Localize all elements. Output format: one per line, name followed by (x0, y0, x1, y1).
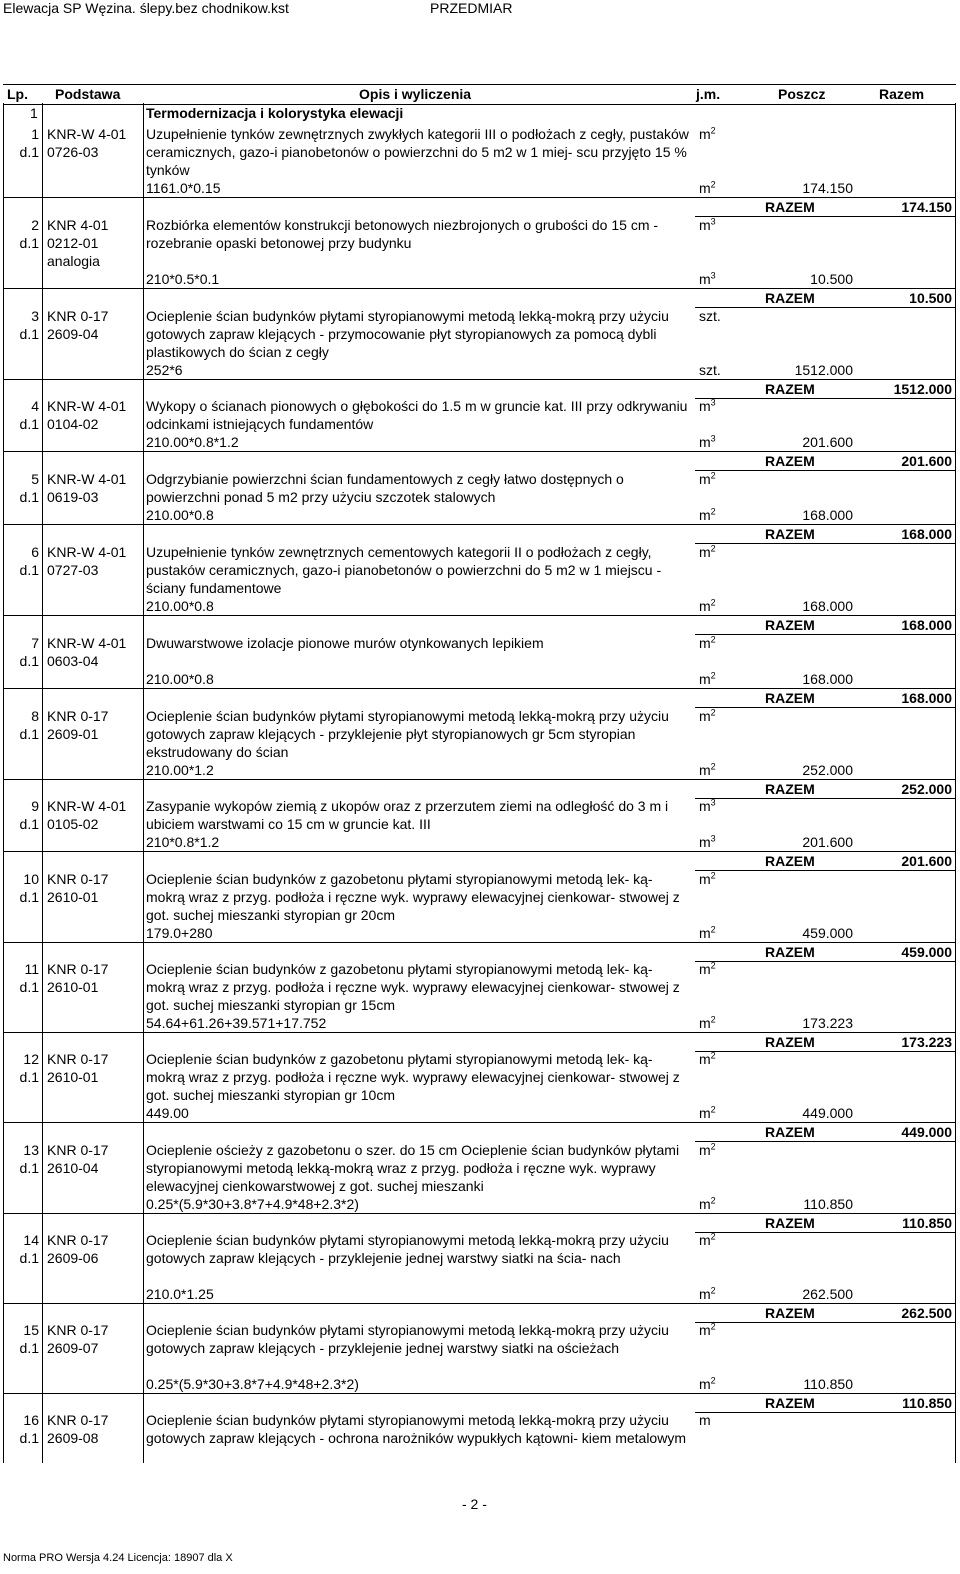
sum-label: RAZEM (765, 1124, 815, 1140)
calc-unit: $m^2$ (699, 670, 716, 687)
item-basis: KNR 0-17 2610-01 (47, 961, 109, 995)
item-description: Ocieplenie ścian budynków z gazobetonu płytami styropianowymi metodą lek- ką-mokrą wraz z przyg. podłoża i ręczne wyk. wyprawy elewacyjnej cienkowar- stwowej z got. suchej mieszanki styropian gr 10cm (146, 1051, 680, 1103)
item-poszcz: 173.223 (802, 1015, 853, 1031)
sum-value: 168.000 (901, 690, 952, 706)
sum-row (695, 1122, 956, 1142)
document-title: Elewacja SP Węzina. ślepy.bez chodnikow.kst (3, 0, 289, 16)
item-calculation: 179.0+280 (146, 925, 213, 941)
item-calculation: 54.64+61.26+39.571+17.752 (146, 1015, 327, 1031)
item-poszcz: 174.150 (802, 180, 853, 196)
item-description: Ocieplenie ścian budynków płytami styropianowymi metodą lekką-mokrą przy użyciu gotowych zapraw klejących - przyklejenie płyt styropianowych gr 5cm styropian ekstrudowany do ścian (146, 708, 669, 760)
sum-label: RAZEM (765, 1215, 815, 1231)
item-number: 10 d.1 (19, 871, 39, 905)
item-number: 13 d.1 (19, 1142, 39, 1176)
section-number: 1 (30, 105, 38, 121)
item-basis: KNR 0-17 2609-08 (47, 1412, 109, 1446)
item-poszcz: 168.000 (802, 507, 853, 523)
item-basis: KNR-W 4-01 0105-02 (47, 798, 127, 832)
item-unit: $m^2$ (699, 870, 716, 887)
sum-value: 168.000 (901, 617, 952, 633)
sum-value: 201.600 (901, 453, 952, 469)
sum-label: RAZEM (765, 381, 815, 397)
col-poszcz: Poszcz (778, 86, 826, 102)
item-calculation: 210*0.5*0.1 (146, 271, 220, 287)
item-number: 16 d.1 (19, 1412, 39, 1446)
item-number: 5 d.1 (19, 471, 39, 505)
calc-unit: $m^2$ (699, 1104, 716, 1121)
sum-label: RAZEM (765, 853, 815, 869)
sum-label: RAZEM (765, 944, 815, 960)
sum-row (695, 1213, 956, 1233)
col-jm: j.m. (696, 86, 721, 102)
sum-label: RAZEM (765, 1034, 815, 1050)
item-number: 3 d.1 (19, 308, 39, 342)
sum-label: RAZEM (765, 199, 815, 215)
calc-unit: $m^2$ (699, 597, 716, 614)
sum-row (695, 1032, 956, 1052)
sum-row (695, 288, 956, 308)
item-poszcz: 201.600 (802, 434, 853, 450)
item-description: Ocieplenie ścian budynków z gazobetonu płytami styropianowymi metodą lek- ką-mokrą wraz z przyg. podłoża i ręczne wyk. wyprawy elewacyjnej cienkowar- stwowej z got. suchej mieszanki styropian gr 15cm (146, 961, 680, 1013)
calc-unit: $m^2$ (699, 1014, 716, 1031)
sum-row (695, 851, 956, 871)
item-basis: KNR-W 4-01 0619-03 (47, 471, 127, 505)
item-number: 15 d.1 (19, 1322, 39, 1356)
calc-unit: $m^2$ (699, 506, 716, 523)
item-unit: $m^2$ (699, 543, 716, 560)
sum-label: RAZEM (765, 526, 815, 542)
sum-value: 110.850 (902, 1215, 952, 1231)
calc-unit: $m^3$ (699, 270, 716, 287)
item-number: 6 d.1 (19, 544, 39, 578)
item-poszcz: 449.000 (802, 1105, 853, 1121)
item-poszcz: 459.000 (802, 925, 853, 941)
item-unit: szt. (699, 308, 721, 324)
item-unit: $m^2$ (699, 960, 716, 977)
item-description: Ocieplenie ścian budynków płytami styropianowymi metodą lekką-mokrą przy użyciu gotowych zapraw klejących - przyklejenie jednej warstwy siatki na ścia- nach (146, 1232, 669, 1266)
calc-unit: $m^3$ (699, 433, 716, 450)
document-type: PRZEDMIAR (430, 0, 513, 16)
item-calculation: 210.00*0.8 (146, 598, 214, 614)
calc-unit: $m^2$ (699, 1195, 716, 1212)
item-unit: $m^2$ (699, 1231, 716, 1248)
item-number: 1 d.1 (19, 126, 39, 160)
item-basis: KNR-W 4-01 0726-03 (47, 126, 127, 160)
sum-value: 262.500 (901, 1305, 952, 1321)
cost-table (3, 103, 956, 1463)
sum-value: 110.850 (902, 1395, 952, 1411)
item-description: Ocieplenie ścian budynków płytami styropianowymi metodą lekką-mokrą przy użyciu gotowych zapraw klejących - przymocowanie płyt styropianowych za pomocą dybli plastikowych do ścian z cegły (146, 308, 669, 360)
sum-value: 201.600 (901, 853, 952, 869)
item-unit: $m^2$ (699, 1321, 716, 1338)
item-description: Odgrzybianie powierzchni ścian fundamentowych z cegły łatwo dostępnych o powierzchni ponad 5 m2 przy użyciu szczotek stalowych (146, 471, 624, 505)
item-unit: $m^2$ (699, 707, 716, 724)
item-basis: KNR 4-01 0212-01 analogia (47, 217, 109, 269)
item-basis: KNR 0-17 2610-01 (47, 1051, 109, 1085)
sum-value: 173.223 (901, 1034, 952, 1050)
item-basis: KNR 0-17 2609-04 (47, 308, 109, 342)
item-calculation: 210*0.8*1.2 (146, 834, 220, 850)
item-poszcz: 1512.000 (794, 362, 853, 378)
col-razem: Razem (879, 86, 925, 102)
item-basis: KNR-W 4-01 0104-02 (47, 398, 127, 432)
sum-label: RAZEM (765, 617, 815, 633)
item-description: Uzupełnienie tynków zewnętrznych zwykłych kategorii III o podłożach z cegły, pustaków ceramicznych, gazo-i pianobetonów o powierzchni do 5 m2 w 1 miej- scu przyjęto 15 % tynków (146, 126, 689, 178)
item-description: Ocieplenie ścian budynków płytami styropianowymi metodą lekką-mokrą przy użyciu gotowych zapraw klejących - przyklejenie jednej warstwy siatki na ościeżach (146, 1322, 669, 1356)
item-calculation: 0.25*(5.9*30+3.8*7+4.9*48+2.3*2) (146, 1376, 359, 1392)
sum-value: 1512.000 (893, 381, 952, 397)
item-calculation: 1161.0*0.15 (146, 180, 221, 196)
sum-value: 252.000 (901, 781, 952, 797)
footer-license: Norma PRO Wersja 4.24 Licencja: 18907 dla X (3, 1552, 233, 1564)
calc-unit: $m^2$ (699, 179, 716, 196)
item-description: Ocieplenie ścian budynków płytami styropianowymi metodą lekką-mokrą przy użyciu gotowych zapraw klejących - ochrona narożników wypukłych kątowni- kiem metalowym (146, 1412, 686, 1446)
item-description: Uzupełnienie tynków zewnętrznych cementowych kategorii II o podłożach z cegły, pustaków ceramicznych, gazo-i pianobetonów o powierzchni do 5 m2 w 1 miejscu - ściany fundamentowe (146, 544, 662, 596)
item-basis: KNR-W 4-01 0603-04 (47, 635, 127, 669)
item-unit: $m^3$ (699, 397, 716, 414)
item-unit: $m^2$ (699, 1050, 716, 1067)
item-basis: KNR 0-17 2610-01 (47, 871, 109, 905)
sum-label: RAZEM (765, 1395, 815, 1411)
table-header (3, 84, 956, 105)
item-description: Zasypanie wykopów ziemią z ukopów oraz z przerzutem ziemi na odległość do 3 m i ubiciem warstwami co 15 cm w gruncie kat. III (146, 798, 669, 832)
item-poszcz: 110.850 (803, 1376, 853, 1392)
item-number: 11 d.1 (19, 961, 39, 995)
item-calculation: 210.00*0.8 (146, 507, 214, 523)
sum-row (695, 1303, 956, 1323)
item-poszcz: 168.000 (802, 671, 853, 687)
item-calculation: 210.00*0.8*1.2 (146, 434, 239, 450)
sum-row (695, 615, 956, 635)
calc-unit: $m^2$ (699, 1285, 716, 1302)
sum-label: RAZEM (765, 781, 815, 797)
sum-row (695, 524, 956, 544)
sum-label: RAZEM (765, 453, 815, 469)
sum-row (695, 779, 956, 799)
item-unit: $m^2$ (699, 634, 716, 651)
item-description: Ocieplenie ścian budynków z gazobetonu płytami styropianowymi metodą lek- ką-mokrą wraz z przyg. podłoża i ręczne wyk. wyprawy elewacyjnej cienkowar- stwowej z got. suchej mieszanki styropian gr 20cm (146, 871, 680, 923)
item-basis: KNR 0-17 2610-04 (47, 1142, 109, 1176)
item-calculation: 210.0*1.25 (146, 1286, 214, 1302)
section-title: Termodernizacja i kolorystyka elewacji (146, 105, 404, 121)
item-unit: $m^2$ (699, 125, 716, 142)
calc-unit: $m^2$ (699, 761, 716, 778)
item-poszcz: 252.000 (802, 762, 853, 778)
calc-unit: szt. (699, 362, 721, 378)
item-poszcz: 262.500 (802, 1286, 853, 1302)
item-basis: KNR 0-17 2609-07 (47, 1322, 109, 1356)
item-calculation: 449.00 (146, 1105, 189, 1121)
item-calculation: 210.00*0.8 (146, 671, 214, 687)
sum-row (695, 197, 956, 217)
calc-unit: $m^2$ (699, 924, 716, 941)
item-number: 14 d.1 (19, 1232, 39, 1266)
calc-unit: $m^2$ (699, 1375, 716, 1392)
sum-label: RAZEM (765, 1305, 815, 1321)
sum-row (695, 688, 956, 708)
item-poszcz: 110.850 (803, 1196, 853, 1212)
sum-row (695, 451, 956, 471)
item-basis: KNR 0-17 2609-01 (47, 708, 109, 742)
sum-value: 449.000 (901, 1124, 952, 1140)
sum-row (695, 379, 956, 399)
item-poszcz: 10.500 (810, 271, 853, 287)
item-calculation: 0.25*(5.9*30+3.8*7+4.9*48+2.3*2) (146, 1196, 359, 1212)
item-poszcz: 201.600 (802, 834, 853, 850)
item-unit: m (699, 1412, 711, 1428)
sum-value: 10.500 (909, 290, 952, 306)
item-description: Wykopy o ścianach pionowych o głębokości do 1.5 m w gruncie kat. III przy odkrywaniu odcinkami istniejących fundamentów (146, 398, 688, 432)
sum-row (695, 1393, 956, 1413)
item-basis: KNR-W 4-01 0727-03 (47, 544, 127, 578)
item-calculation: 252*6 (146, 362, 183, 378)
item-basis: KNR 0-17 2609-06 (47, 1232, 109, 1266)
sum-value: 459.000 (901, 944, 952, 960)
col-podstawa: Podstawa (55, 86, 121, 102)
calc-unit: $m^3$ (699, 833, 716, 850)
item-calculation: 210.00*1.2 (146, 762, 214, 778)
item-number: 8 d.1 (19, 708, 39, 742)
item-number: 9 d.1 (19, 798, 39, 832)
item-unit: $m^3$ (699, 216, 716, 233)
sum-label: RAZEM (765, 290, 815, 306)
sum-value: 168.000 (901, 526, 952, 542)
sum-label: RAZEM (765, 690, 815, 706)
sum-row (695, 942, 956, 962)
item-number: 12 d.1 (19, 1051, 39, 1085)
item-description: Dwuwarstwowe izolacje pionowe murów otynkowanych lepikiem (146, 635, 544, 651)
item-description: Ocieplenie ościeży z gazobetonu o szer. do 15 cm Ocieplenie ścian budynków płytami styropianowymi metodą lekką-mokrą wraz z przyg. podłoża i ręczne wyk. wyprawy elewacyjnej cienkowarstwowej z got. suchej mieszanki (146, 1142, 680, 1194)
col-lp: Lp. (7, 86, 28, 102)
item-unit: $m^2$ (699, 470, 716, 487)
page-number: - 2 - (462, 1496, 487, 1512)
item-unit: $m^3$ (699, 797, 716, 814)
item-number: 7 d.1 (19, 635, 39, 669)
item-number: 2 d.1 (19, 217, 39, 251)
sum-value: 174.150 (901, 199, 952, 215)
item-unit: $m^2$ (699, 1141, 716, 1158)
col-opis: Opis i wyliczenia (359, 86, 472, 102)
item-description: Rozbiórka elementów konstrukcji betonowych niezbrojonych o grubości do 15 cm - rozebranie opaski betonowej przy budynku (146, 217, 659, 251)
item-number: 4 d.1 (19, 398, 39, 432)
item-poszcz: 168.000 (802, 598, 853, 614)
